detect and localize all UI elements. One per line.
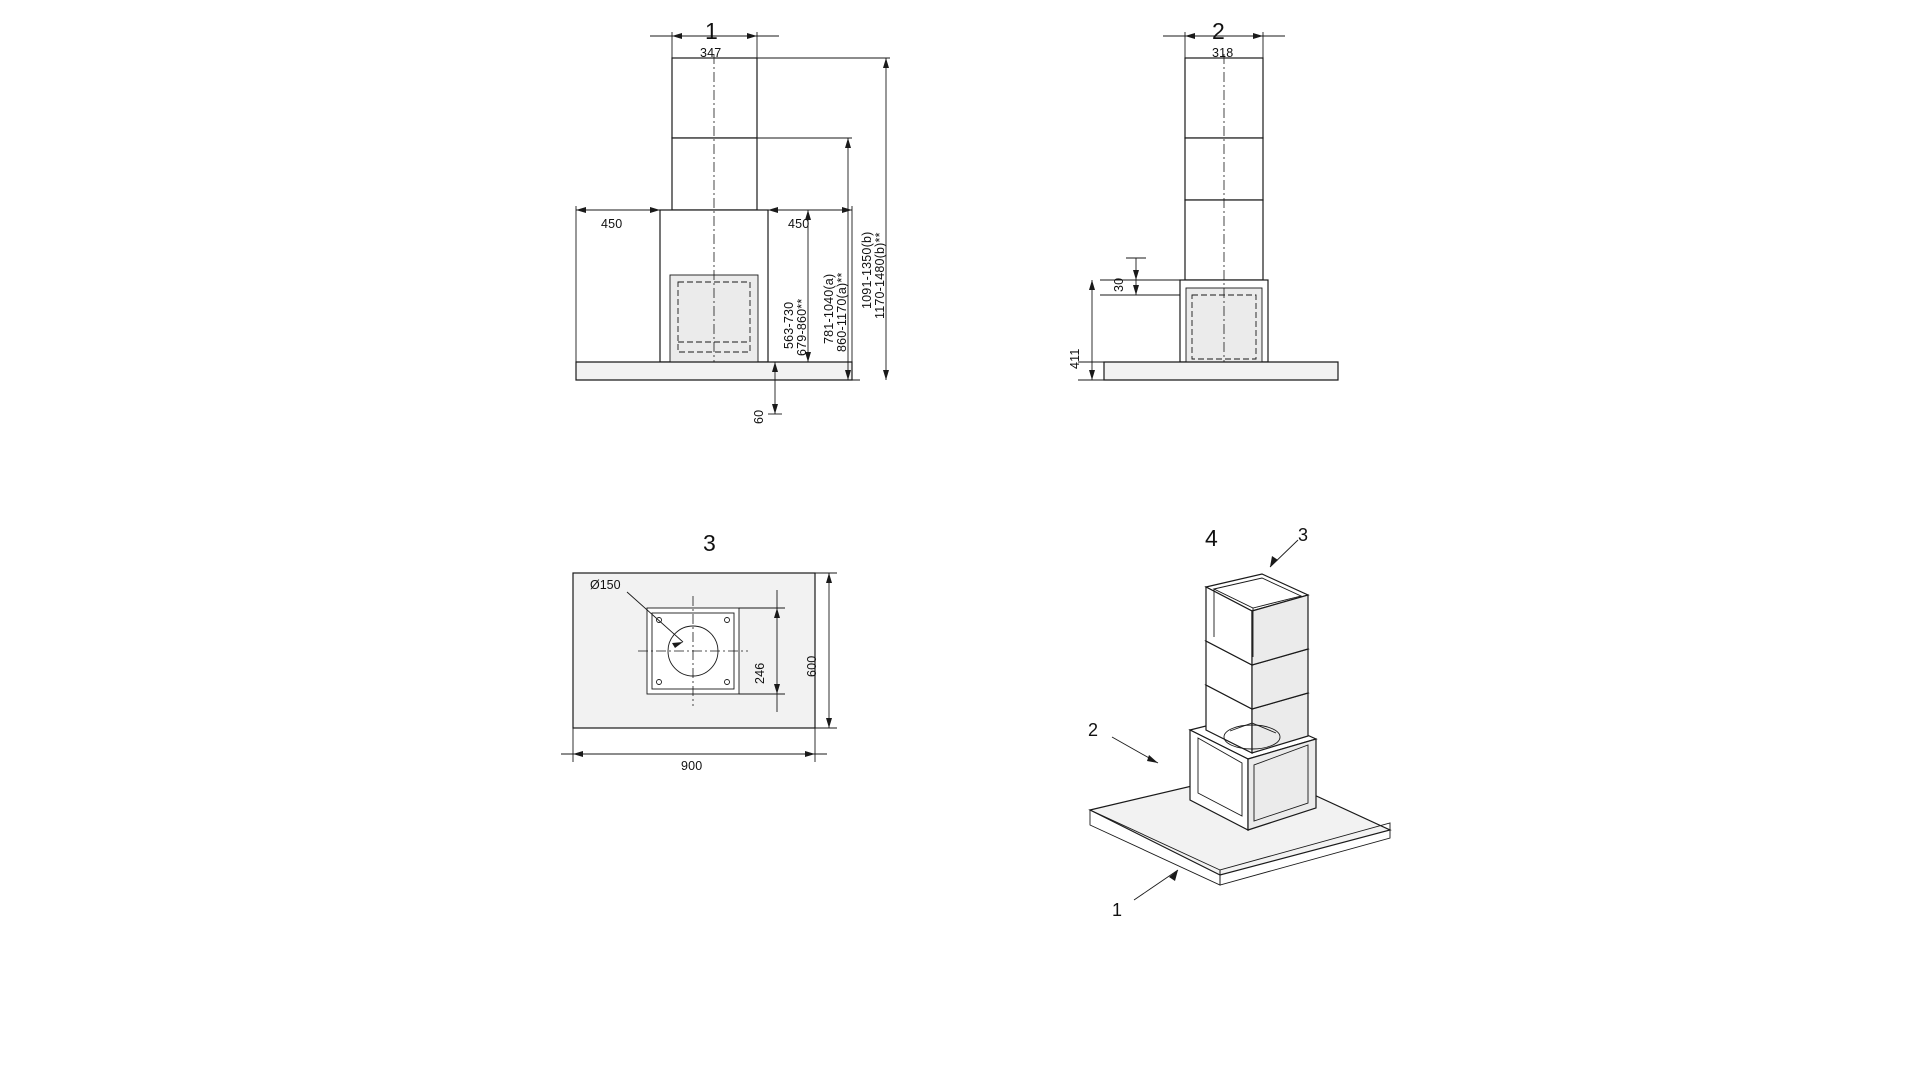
dim-right-overhang: 450 xyxy=(788,217,810,231)
callout-1: 1 xyxy=(1112,900,1123,920)
dim-offset-30: 30 xyxy=(1112,277,1126,292)
view-4-isometric xyxy=(1030,525,1450,1045)
dim-canopy-width: 347 xyxy=(700,46,722,60)
dim-plate-width: 900 xyxy=(681,759,703,773)
view-4-number: 4 xyxy=(1205,525,1219,551)
callout-3: 3 xyxy=(1298,525,1309,545)
dim-body-height-range: 563-730 xyxy=(782,301,796,349)
view-3-number: 3 xyxy=(703,530,717,556)
dim-mounting-plate-depth: 246 xyxy=(753,662,767,684)
dim-ceiling-gap: 60 xyxy=(752,409,766,424)
dim-total-height-b-alt: 1170-1480(b)** xyxy=(873,232,887,319)
view-2-number: 2 xyxy=(1212,18,1226,44)
view-2-geometry xyxy=(1060,10,1380,490)
view-3-geometry xyxy=(555,530,885,830)
dim-chimney-depth: 318 xyxy=(1212,46,1234,60)
view-3-top-plan xyxy=(555,530,885,830)
dim-body-depth-height: 411 xyxy=(1068,348,1082,369)
dim-body-height-range-alt: 679-860** xyxy=(795,298,809,356)
dim-plate-depth: 600 xyxy=(805,655,819,677)
dim-left-overhang: 450 xyxy=(601,217,623,231)
view-1-geometry xyxy=(560,10,990,510)
view-4-geometry xyxy=(1030,525,1450,1045)
callout-2: 2 xyxy=(1088,720,1099,740)
dim-outlet-diameter: Ø150 xyxy=(590,578,621,592)
view-1-front-elevation xyxy=(560,10,990,510)
view-2-side-elevation xyxy=(1060,10,1380,490)
dim-total-height-a: 781-1040(a) xyxy=(822,273,836,344)
dim-total-height-a-alt: 860-1170(a)** xyxy=(835,272,849,352)
view-1-number: 1 xyxy=(705,18,719,44)
dim-total-height-b: 1091-1350(b) xyxy=(860,231,874,309)
